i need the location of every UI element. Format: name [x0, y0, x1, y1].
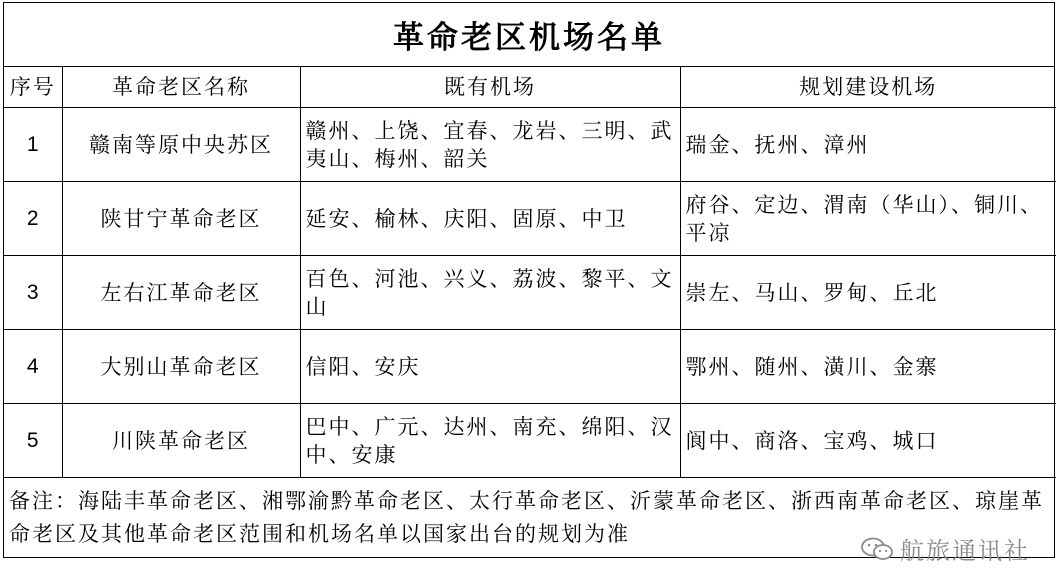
row-existing-airports: 信阳、安庆 [300, 330, 680, 404]
header-region-name: 革命老区名称 [62, 67, 300, 108]
wechat-icon [860, 537, 894, 561]
table-row [4, 256, 1056, 330]
row-seq: 1 [4, 108, 62, 182]
header-seq: 序号 [4, 67, 62, 108]
row-seq: 4 [4, 330, 62, 404]
airport-list-document [3, 2, 1055, 558]
airport-table [4, 67, 1056, 478]
watermark-text: 航旅通讯社 [900, 537, 1030, 565]
watermark [860, 531, 1030, 566]
row-region-name: 大别山革命老区 [62, 330, 300, 404]
document-title: 革命老区机场名单 [4, 3, 1054, 67]
row-seq: 5 [4, 404, 62, 478]
row-existing-airports: 延安、榆林、庆阳、固原、中卫 [300, 182, 680, 256]
row-region-name: 川陕革命老区 [62, 404, 300, 478]
header-existing-airports: 既有机场 [300, 67, 680, 108]
row-seq: 3 [4, 256, 62, 330]
row-existing-airports: 百色、河池、兴义、荔波、黎平、文山 [300, 256, 680, 330]
row-planned-airports: 阆中、商洛、宝鸡、城口 [680, 404, 1056, 478]
row-planned-airports: 崇左、马山、罗甸、丘北 [680, 256, 1056, 330]
table-row [4, 108, 1056, 182]
row-planned-airports: 府谷、定边、渭南（华山）、铜川、平凉 [680, 182, 1056, 256]
table-row [4, 404, 1056, 478]
row-region-name: 赣南等原中央苏区 [62, 108, 300, 182]
row-planned-airports: 鄂州、随州、潢川、金寨 [680, 330, 1056, 404]
table-row [4, 330, 1056, 404]
row-seq: 2 [4, 182, 62, 256]
row-planned-airports: 瑞金、抚州、漳州 [680, 108, 1056, 182]
table-header-row [4, 67, 1056, 108]
row-region-name: 左右江革命老区 [62, 256, 300, 330]
table-row [4, 182, 1056, 256]
row-region-name: 陕甘宁革命老区 [62, 182, 300, 256]
header-planned-airports: 规划建设机场 [680, 67, 1056, 108]
remarks-note: 备注：海陆丰革命老区、湘鄂渝黔革命老区、太行革命老区、沂蒙革命老区、浙西南革命老区、琼崖革命老区及其他革命老区范围和机场名单以国家出台的规划为准 [9, 489, 1044, 546]
row-existing-airports: 巴中、广元、达州、南充、绵阳、汉中、安康 [300, 404, 680, 478]
row-existing-airports: 赣州、上饶、宜春、龙岩、三明、武夷山、梅州、韶关 [300, 108, 680, 182]
